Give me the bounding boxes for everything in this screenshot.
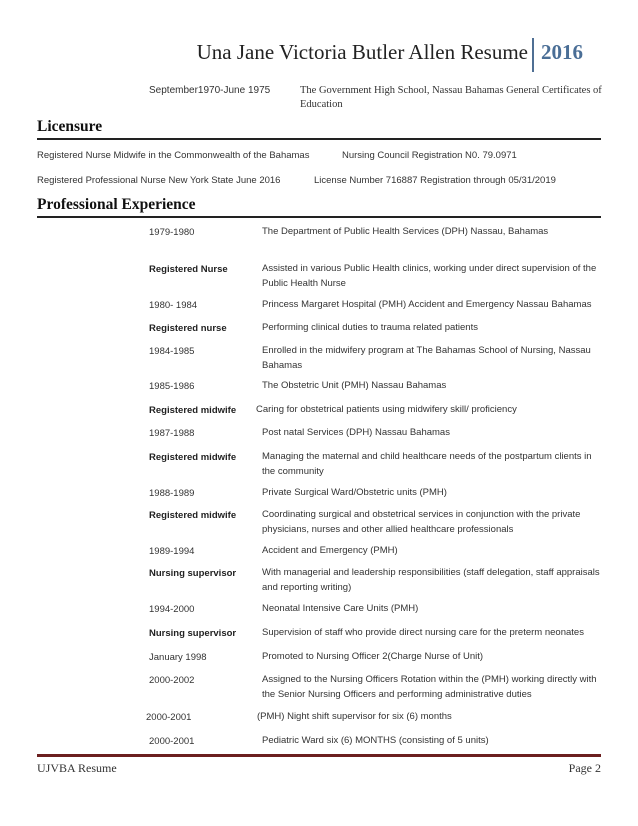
experience-role: Registered nurse xyxy=(149,323,227,334)
experience-description: Supervision of staff who provide direct nursing care for the preterm neonates xyxy=(262,627,584,638)
experience-description: Performing clinical duties to trauma related patients xyxy=(262,322,478,333)
licensure-registration: Nursing Council Registration N0. 79.0971 xyxy=(342,150,517,161)
experience-description: Managing the maternal and child healthcare needs of the postpartum clients in the community xyxy=(262,451,592,477)
header-divider xyxy=(532,38,534,72)
experience-description: Private Surgical Ward/Obstetric units (PMH) xyxy=(262,487,447,498)
footer-rule xyxy=(37,754,601,757)
experience-period: 1984-1985 xyxy=(149,346,195,357)
experience-rule xyxy=(37,216,601,218)
experience-period: 1980- 1984 xyxy=(149,300,198,311)
experience-description: Princess Margaret Hospital (PMH) Accident and Emergency Nassau Bahamas xyxy=(262,299,592,310)
experience-role: Registered midwife xyxy=(149,510,237,521)
experience-description: Neonatal Intensive Care Units (PMH) xyxy=(262,603,419,614)
experience-description: Accident and Emergency (PMH) xyxy=(262,545,398,556)
experience-description: Post natal Services (DPH) Nassau Bahamas xyxy=(262,427,450,438)
experience-period: 1989-1994 xyxy=(149,546,195,557)
education-date: September1970-June 1975 xyxy=(149,85,271,96)
experience-period: 1979-1980 xyxy=(149,227,195,238)
resume-year: 2016 xyxy=(541,40,583,64)
education-institution: The Government High School, Nassau Bahamas General Certificates of Education xyxy=(300,85,602,110)
experience-description: Caring for obstetrical patients using midwifery skill/ proficiency xyxy=(256,404,517,415)
licensure-item: Registered Nurse Midwife in the Commonwealth of the Bahamas xyxy=(37,150,310,161)
experience-description: Enrolled in the midwifery program at The Bahamas School of Nursing, Nassau Bahamas xyxy=(262,345,591,371)
experience-description: Coordinating surgical and obstetrical services in conjunction with the private physicians, nurses and other allied healthcare professionals xyxy=(262,509,581,535)
experience-description: The Department of Public Health Services (DPH) Nassau, Bahamas xyxy=(262,226,549,237)
resume-title: Una Jane Victoria Butler Allen Resume xyxy=(196,40,528,64)
experience-heading: Professional Experience xyxy=(37,196,196,213)
page-header xyxy=(0,38,638,72)
footer-label: UJVBA Resume xyxy=(37,761,117,775)
licensure-heading: Licensure xyxy=(37,118,103,135)
licensure-rule xyxy=(37,138,601,140)
experience-period: January 1998 xyxy=(149,652,207,663)
experience-period: 2000-2001 xyxy=(149,736,195,747)
experience-period: 1988-1989 xyxy=(149,488,195,499)
experience-period: 2000-2002 xyxy=(149,675,195,686)
licensure-registration: License Number 716887 Registration through 05/31/2019 xyxy=(314,175,556,186)
experience-description: Assigned to the Nursing Officers Rotation within the (PMH) working directly with the Senior Nursing Officers and performing administrative duties xyxy=(262,674,597,700)
experience-description: Promoted to Nursing Officer 2(Charge Nurse of Unit) xyxy=(262,651,484,662)
experience-role: Nursing supervisor xyxy=(149,568,237,579)
experience-description: Pediatric Ward six (6) MONTHS (consisting of 5 units) xyxy=(262,735,489,746)
experience-period: 1987-1988 xyxy=(149,428,195,439)
experience-description: Assisted in various Public Health clinics, working under direct supervision of the Public Health Nurse xyxy=(262,263,597,289)
page-number: Page 2 xyxy=(568,761,601,775)
experience-period: 1994-2000 xyxy=(149,604,195,615)
experience-role: Registered midwife xyxy=(149,405,237,416)
experience-period: 1985-1986 xyxy=(149,381,195,392)
experience-description: With managerial and leadership responsibilities (staff delegation, staff appraisals and reporting writing) xyxy=(262,567,600,593)
experience-period: 2000-2001 xyxy=(146,712,192,723)
experience-role: Registered Nurse xyxy=(149,264,228,275)
experience-role: Nursing supervisor xyxy=(149,628,237,639)
experience-description: The Obstetric Unit (PMH) Nassau Bahamas xyxy=(262,380,447,391)
licensure-item: Registered Professional Nurse New York State June 2016 xyxy=(37,175,281,186)
experience-role: Registered midwife xyxy=(149,452,237,463)
experience-description: (PMH) Night shift supervisor for six (6) months xyxy=(257,711,452,722)
